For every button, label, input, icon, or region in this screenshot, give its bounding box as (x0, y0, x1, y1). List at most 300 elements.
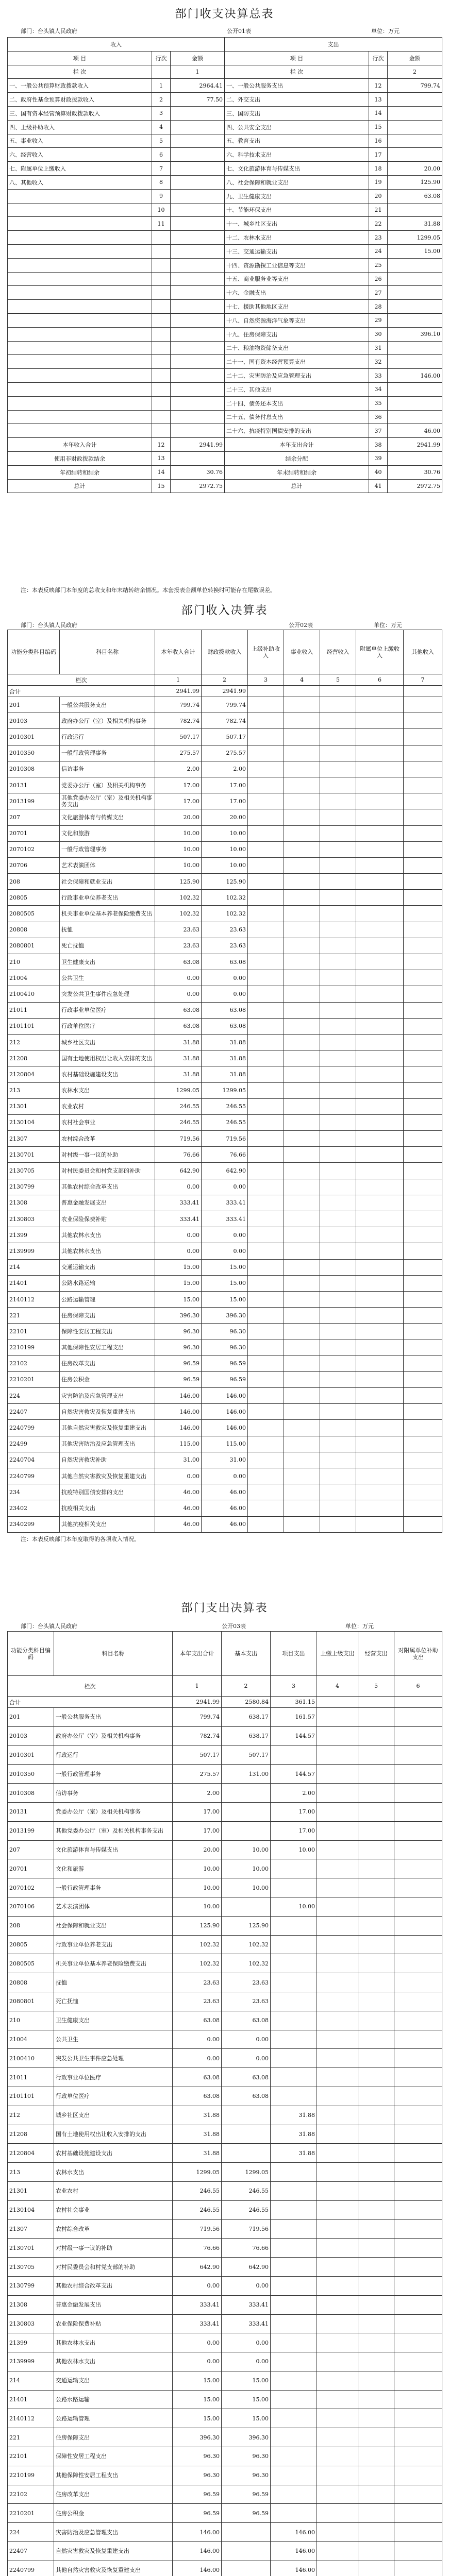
empty-cell (248, 745, 284, 761)
expense-item: 十二、农林水支出 (225, 231, 369, 245)
empty-cell (356, 1291, 404, 1307)
item-header: 项 目 (8, 51, 152, 65)
empty-cell (8, 396, 152, 410)
empty-cell (356, 1404, 404, 1420)
income-total: 719.56 (155, 1131, 202, 1147)
project-expense (271, 2219, 317, 2239)
empty-cell (8, 272, 152, 286)
subject-name: 政府办公厅（室）及相关机构事务 (54, 1726, 173, 1745)
empty-cell (320, 874, 356, 890)
project-expense: 146.00 (271, 2561, 317, 2576)
fiscal-income: 115.00 (202, 1436, 248, 1452)
empty-cell (320, 1500, 356, 1516)
expense-amount: 396.10 (388, 327, 442, 341)
subject-name: 灾害防治及应急管理支出 (54, 2523, 173, 2542)
subject-name: 行政单位医疗 (60, 1018, 155, 1034)
empty-cell (284, 1388, 320, 1404)
empty-cell (404, 874, 442, 890)
empty-cell (404, 1275, 442, 1291)
empty-cell (358, 2447, 394, 2466)
subject-code: 2120804 (8, 1066, 60, 1082)
empty-cell (284, 1420, 320, 1436)
income-total: 63.08 (155, 1018, 202, 1034)
empty-cell (356, 1436, 404, 1452)
subject-name: 抗疫相关支出 (60, 1500, 155, 1516)
empty-cell (284, 825, 320, 841)
empty-cell (394, 2219, 442, 2239)
data-row (8, 162, 442, 176)
line-header: 行次 (152, 51, 171, 65)
empty-cell (404, 793, 442, 809)
empty-cell (171, 300, 225, 314)
data-row (8, 2163, 442, 2182)
fiscal-income: 31.88 (202, 1050, 248, 1066)
empty-cell (394, 1859, 442, 1878)
column-header: 财政拨款收入 (202, 630, 248, 674)
data-row (8, 2049, 442, 2068)
empty-cell (358, 1765, 394, 1784)
data-row (8, 341, 442, 355)
empty-cell (404, 1211, 442, 1227)
amount-header: 金额 (388, 51, 442, 65)
subject-code: 201 (8, 697, 60, 713)
empty-cell (171, 327, 225, 341)
empty-cell (356, 1259, 404, 1275)
fiscal-income: 76.66 (202, 1147, 248, 1163)
expense-line: 31 (369, 341, 388, 355)
income-total: 31.88 (155, 1034, 202, 1050)
income-form-label: 公开02表 (289, 622, 313, 629)
empty-cell (404, 729, 442, 745)
expense-line: 30 (369, 327, 388, 341)
project-expense: 31.88 (271, 2106, 317, 2125)
expense-amount (388, 134, 442, 148)
fiscal-income: 246.55 (202, 1098, 248, 1114)
income-amount (171, 203, 225, 217)
expense-line: 28 (369, 300, 388, 314)
empty-cell (248, 1163, 284, 1179)
income-total: 15.00 (155, 1291, 202, 1307)
empty-cell (358, 1954, 394, 1973)
empty-cell (320, 761, 356, 777)
fiscal-income: 146.00 (202, 1404, 248, 1420)
empty-cell (317, 1973, 358, 1992)
expense-item: 二十五、债务付息支出 (225, 410, 369, 424)
subject-name: 保障性安居工程支出 (60, 1324, 155, 1340)
empty-cell (404, 713, 442, 729)
grand-expense-label: 总计 (225, 479, 369, 493)
empty-cell (8, 410, 152, 424)
empty-cell (248, 1340, 284, 1355)
extra-income-item: 年初结转和结余 (8, 465, 152, 479)
empty-cell (356, 809, 404, 825)
expense-total: 63.08 (173, 2087, 222, 2106)
subject-name: 对村级一事一议的补助 (54, 2239, 173, 2258)
empty-cell (320, 841, 356, 857)
project-expense: 146.00 (271, 2542, 317, 2561)
basic-expense: 96.59 (222, 2485, 271, 2504)
income-line: 6 (152, 148, 171, 162)
column-header: 对附属单位补助支出 (394, 1632, 442, 1676)
expense-amount (388, 410, 442, 424)
total-expense-amount: 2941.99 (388, 438, 442, 452)
empty-cell (284, 686, 320, 697)
empty-cell (356, 1211, 404, 1227)
expense-line: 12 (369, 79, 388, 93)
empty-cell (404, 1179, 442, 1195)
col-number: 6 (356, 674, 404, 686)
empty-cell (394, 1802, 442, 1821)
empty-cell (358, 2163, 394, 2182)
subject-name: 国有土地使用权出让收入安排的支出 (60, 1050, 155, 1066)
empty-cell (320, 745, 356, 761)
empty-cell (356, 1484, 404, 1500)
empty-cell (317, 1697, 358, 1708)
data-row (8, 1018, 442, 1034)
subject-name: 抗疫特别国债安排的支出 (60, 1484, 155, 1500)
fiscal-income: 146.00 (202, 1420, 248, 1436)
subject-code: 20131 (8, 777, 60, 793)
empty-cell (248, 1211, 284, 1227)
subject-name: 其他农村综合改革支出 (60, 1179, 155, 1195)
income-item: 八、其他收入 (8, 175, 152, 189)
empty-cell (248, 1098, 284, 1114)
empty-cell (284, 1259, 320, 1275)
income-total: 2.00 (155, 761, 202, 777)
subject-code: 2010308 (8, 761, 60, 777)
empty-cell (356, 1147, 404, 1163)
expense-line: 13 (369, 93, 388, 107)
empty-cell (394, 1973, 442, 1992)
expense-line: 29 (369, 313, 388, 327)
subject-code: 2070102 (8, 841, 60, 857)
empty-cell (358, 2561, 394, 2576)
subject-name: 机关事业单位基本养老保险缴费支出 (60, 906, 155, 922)
empty-cell (8, 286, 152, 300)
empty-cell (358, 2239, 394, 2258)
subject-code: 21004 (8, 2030, 54, 2049)
subject-name: 农业保险保费补贴 (54, 2314, 173, 2333)
empty-cell (248, 1147, 284, 1163)
subject-name: 对村级一事一议的补助 (60, 1147, 155, 1163)
empty-cell (404, 1452, 442, 1468)
empty-cell (356, 1002, 404, 1018)
subject-code: 2130701 (8, 1147, 60, 1163)
subject-name: 其他党委办公厅（室）及相关机构事务支出 (60, 793, 155, 809)
empty-cell (358, 1840, 394, 1859)
empty-cell (284, 954, 320, 970)
empty-cell (248, 874, 284, 890)
empty-cell (317, 2352, 358, 2371)
subject-code: 2130799 (8, 2276, 54, 2295)
basic-expense: 102.32 (222, 1954, 271, 1973)
total-income-line: 12 (152, 438, 171, 452)
fiscal-income: 719.56 (202, 1131, 248, 1147)
income-table (7, 630, 442, 1533)
data-row (8, 1082, 442, 1098)
income-line: 1 (152, 79, 171, 93)
income-total: 146.00 (155, 1388, 202, 1404)
empty-cell (320, 922, 356, 938)
empty-cell (320, 713, 356, 729)
subject-code: 20805 (8, 890, 60, 906)
empty-cell (317, 2144, 358, 2163)
data-row (8, 120, 442, 134)
expense-line: 24 (369, 244, 388, 258)
income-total: 23.63 (155, 938, 202, 954)
empty-cell (8, 424, 152, 438)
fiscal-income: 0.00 (202, 1227, 248, 1243)
income-total: 0.00 (155, 986, 202, 1002)
income-total: 46.00 (155, 1516, 202, 1532)
data-row (8, 745, 442, 761)
total-value: 361.15 (271, 1697, 317, 1708)
empty-cell (317, 2295, 358, 2314)
data-row (8, 272, 442, 286)
project-expense (271, 2485, 317, 2504)
fiscal-income: 46.00 (202, 1484, 248, 1500)
empty-cell (171, 369, 225, 383)
empty-cell (248, 1324, 284, 1340)
expense-amount (388, 382, 442, 396)
expense-item: 二十、粮油物资储备支出 (225, 341, 369, 355)
empty-cell (356, 874, 404, 890)
col-number: 7 (404, 674, 442, 686)
expense-amount: 15.00 (388, 244, 442, 258)
data-row (8, 890, 442, 906)
income-line: 5 (152, 134, 171, 148)
data-row (8, 2239, 442, 2258)
subject-code: 2080801 (8, 938, 60, 954)
empty-cell (356, 1355, 404, 1371)
empty-cell (284, 1227, 320, 1243)
empty-cell (248, 793, 284, 809)
empty-cell (404, 938, 442, 954)
empty-cell (394, 1840, 442, 1859)
empty-cell (317, 2504, 358, 2523)
data-row (8, 1163, 442, 1179)
project-expense (271, 2314, 317, 2333)
project-expense (271, 2030, 317, 2049)
data-row (8, 1708, 442, 1727)
expense-line: 25 (369, 258, 388, 272)
subject-code: 207 (8, 1840, 54, 1859)
income-total: 782.74 (155, 713, 202, 729)
empty-cell (358, 2390, 394, 2409)
empty-cell (317, 2125, 358, 2144)
data-row (8, 1436, 442, 1452)
subject-code: 2130701 (8, 2239, 54, 2258)
subject-name: 行政事业单位养老支出 (60, 890, 155, 906)
data-row (8, 451, 442, 465)
data-row (8, 2219, 442, 2239)
empty-cell (171, 244, 225, 258)
empty-cell (394, 2333, 442, 2352)
data-row (8, 2352, 442, 2371)
data-row (8, 1516, 442, 1532)
subject-name: 卫生健康支出 (54, 2011, 173, 2030)
subject-code: 21208 (8, 2125, 54, 2144)
empty-cell (358, 2333, 394, 2352)
empty-cell (320, 1227, 356, 1243)
subject-name: 信访事务 (60, 761, 155, 777)
basic-expense: 0.00 (222, 2276, 271, 2295)
empty-cell (358, 2200, 394, 2219)
subject-code: 221 (8, 2428, 54, 2447)
empty-cell (317, 1821, 358, 1840)
project-expense (271, 2276, 317, 2295)
empty-cell (320, 1211, 356, 1227)
data-row (8, 906, 442, 922)
project-expense (271, 1992, 317, 2011)
empty-cell (320, 1452, 356, 1468)
data-row (8, 313, 442, 327)
data-row (8, 2295, 442, 2314)
empty-cell (358, 1708, 394, 1727)
data-row (8, 2371, 442, 2390)
subject-name: 对村民委员会和村党支部的补助 (54, 2258, 173, 2277)
income-total: 96.30 (155, 1340, 202, 1355)
total-row (8, 438, 442, 452)
column-header: 上缴上级支出 (317, 1632, 358, 1676)
basic-expense (222, 1784, 271, 1803)
project-expense (271, 1973, 317, 1992)
data-row (8, 1147, 442, 1163)
data-row (8, 1420, 442, 1436)
empty-cell (152, 410, 171, 424)
empty-cell (404, 1500, 442, 1516)
subject-code: 210 (8, 954, 60, 970)
empty-cell (320, 1291, 356, 1307)
subject-code: 2080505 (8, 1954, 54, 1973)
empty-cell (358, 1697, 394, 1708)
empty-cell (248, 1308, 284, 1324)
data-row (8, 1452, 442, 1468)
project-expense: 31.88 (271, 2125, 317, 2144)
basic-expense: 63.08 (222, 2087, 271, 2106)
empty-cell (356, 970, 404, 986)
income-header: 收入 (8, 38, 225, 52)
empty-cell (320, 1179, 356, 1195)
expense-total: 31.88 (173, 2144, 222, 2163)
empty-cell (284, 841, 320, 857)
expense-total: 719.56 (173, 2219, 222, 2239)
project-expense (271, 1878, 317, 1897)
data-row (8, 1098, 442, 1114)
income-total: 31.88 (155, 1066, 202, 1082)
expense-total: 146.00 (173, 2542, 222, 2561)
fiscal-income: 10.00 (202, 841, 248, 857)
empty-cell (320, 1340, 356, 1355)
empty-cell (320, 857, 356, 873)
subject-name: 党委办公厅（室）及相关机构事务 (60, 777, 155, 793)
empty-cell (317, 2258, 358, 2277)
empty-cell (248, 809, 284, 825)
basic-expense: 246.55 (222, 2200, 271, 2219)
amount-header: 金额 (171, 51, 225, 65)
empty-cell (404, 1227, 442, 1243)
subject-code: 2340299 (8, 1516, 60, 1532)
income-total: 96.30 (155, 1324, 202, 1340)
income-total: 146.00 (155, 1420, 202, 1436)
expense-section (0, 1592, 449, 2576)
empty-cell (152, 369, 171, 383)
empty-cell (284, 729, 320, 745)
subject-code: 214 (8, 2371, 54, 2390)
empty-cell (356, 825, 404, 841)
expense-line: 16 (369, 134, 388, 148)
empty-cell (404, 1516, 442, 1532)
empty-cell (8, 300, 152, 314)
empty-cell (248, 1259, 284, 1275)
empty-cell (404, 1050, 442, 1066)
expense-item: 九、卫生健康支出 (225, 189, 369, 203)
expense-total: 0.00 (173, 2030, 222, 2049)
expense-total: 96.30 (173, 2466, 222, 2485)
empty-cell (394, 1821, 442, 1840)
empty-cell (358, 1745, 394, 1765)
empty-cell (8, 244, 152, 258)
empty-cell (320, 986, 356, 1002)
data-row (8, 1308, 442, 1324)
basic-expense: 333.41 (222, 2295, 271, 2314)
fiscal-income: 31.88 (202, 1034, 248, 1050)
empty-cell (284, 1291, 320, 1307)
extra-income-item: 使用非财政拨款结余 (8, 451, 152, 465)
col-label: 栏次 (8, 1676, 173, 1697)
expense-item: 十、节能环保支出 (225, 203, 369, 217)
empty-cell (317, 2371, 358, 2390)
subject-code: 224 (8, 1388, 60, 1404)
basic-expense: 638.17 (222, 1726, 271, 1745)
empty-cell (284, 1131, 320, 1147)
fiscal-income: 102.32 (202, 906, 248, 922)
empty-cell (320, 1468, 356, 1484)
data-row (8, 1034, 442, 1050)
subject-name: 公共卫生 (54, 2030, 173, 2049)
empty-cell (356, 1371, 404, 1387)
subject-name: 政府办公厅（室）及相关机构事务 (60, 713, 155, 729)
expense-line: 14 (369, 106, 388, 120)
grand-expense-line: 41 (369, 479, 388, 493)
column-header: 事业收入 (284, 630, 320, 674)
empty-cell (248, 841, 284, 857)
data-row (8, 2409, 442, 2428)
empty-cell (320, 1388, 356, 1404)
expense-total: 333.41 (173, 2295, 222, 2314)
data-row (8, 2504, 442, 2523)
empty-cell (358, 2542, 394, 2561)
empty-cell (356, 793, 404, 809)
empty-cell (358, 2087, 394, 2106)
income-total: 10.00 (155, 841, 202, 857)
data-row (8, 2276, 442, 2295)
empty-cell (404, 1291, 442, 1307)
empty-cell (317, 1802, 358, 1821)
empty-cell (358, 1802, 394, 1821)
empty-cell (394, 2125, 442, 2144)
data-row (8, 175, 442, 189)
empty-cell (320, 1355, 356, 1371)
expense-line: 22 (369, 217, 388, 231)
empty-cell (317, 1992, 358, 2011)
income-item (8, 189, 152, 203)
empty-cell (320, 1308, 356, 1324)
expense-total: 10.00 (173, 1878, 222, 1897)
income-line: 2 (152, 93, 171, 107)
empty-cell (171, 272, 225, 286)
project-expense: 2.00 (271, 1784, 317, 1803)
